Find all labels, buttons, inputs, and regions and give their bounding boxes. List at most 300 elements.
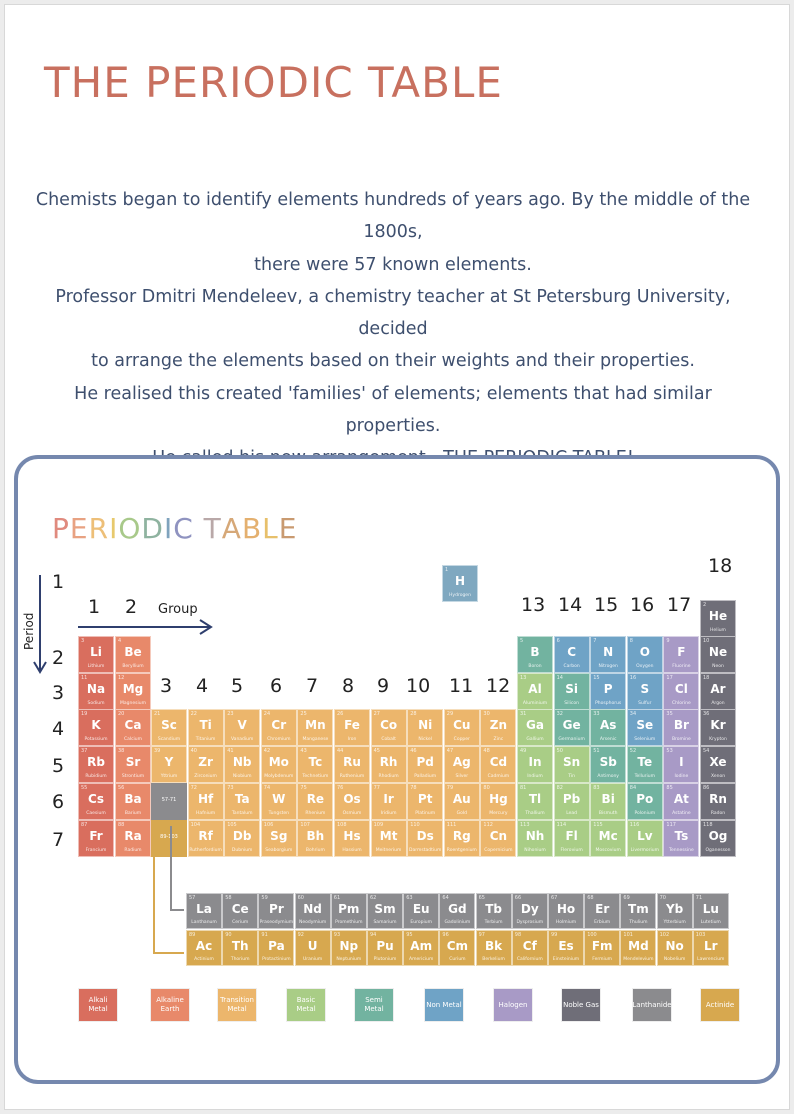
element-ba	[115, 783, 151, 820]
element-symbol: Y	[164, 755, 174, 770]
element-symbol: B	[530, 645, 540, 659]
atomic-number: 112	[483, 821, 493, 828]
element-symbol: Ac	[195, 939, 213, 953]
atomic-number: 2	[703, 602, 707, 608]
element-sm	[367, 893, 403, 929]
element-name: Americium	[409, 957, 434, 962]
element-name: Actinium	[194, 957, 214, 962]
atomic-number: 4	[118, 638, 122, 644]
atomic-number: 69	[623, 895, 630, 901]
atomic-number: 77	[373, 784, 380, 791]
element-symbol: Fe	[344, 718, 360, 733]
element-symbol: Pt	[417, 791, 433, 806]
element-name: Flerovium	[560, 847, 583, 853]
element-symbol: Fl	[565, 828, 578, 843]
element-symbol: Br	[673, 718, 689, 733]
element-name: Hassium	[342, 847, 362, 853]
element-name: Californium	[516, 957, 543, 962]
atomic-number: 6	[556, 638, 560, 644]
element-name: Curium	[449, 957, 466, 962]
atomic-number: 75	[300, 784, 307, 791]
element-symbol: V	[237, 718, 247, 733]
element-name: Silver	[455, 774, 469, 780]
element-name: Cadmium	[487, 774, 510, 780]
element-er	[584, 893, 620, 929]
element-pd	[407, 746, 443, 783]
atomic-number: 53	[666, 748, 673, 755]
element-name: Caesium	[86, 810, 106, 816]
element-symbol: Cr	[271, 718, 287, 733]
atomic-number: 47	[446, 748, 454, 755]
element-name: Tantalum	[231, 810, 253, 816]
element-symbol: Np	[339, 939, 359, 953]
group-number: 11	[449, 675, 474, 697]
period-number: 2	[52, 647, 65, 669]
element-symbol: Rh	[379, 755, 398, 770]
atomic-number: 22	[190, 711, 197, 718]
element-h	[442, 565, 478, 602]
element-rf	[188, 820, 224, 857]
element-name: Nihonium	[524, 847, 546, 853]
element-b	[517, 636, 553, 673]
element-am	[403, 930, 439, 966]
element-ag	[444, 746, 480, 783]
element-cn	[480, 820, 516, 857]
atomic-number: 102	[659, 932, 670, 938]
element-og	[700, 820, 736, 857]
element-symbol: Db	[232, 828, 252, 843]
element-p	[590, 673, 626, 710]
element-name: Fermium	[592, 957, 613, 962]
element-symbol: Ta	[234, 791, 250, 806]
atomic-number: 111	[446, 821, 457, 828]
element-name: Krypton	[709, 737, 727, 743]
element-symbol: F	[677, 645, 686, 659]
atomic-number: 65	[478, 895, 485, 901]
title-letter: B	[241, 512, 263, 545]
legend-label: Actinide	[705, 1000, 735, 1009]
legend-label: Alkali Metal	[88, 996, 108, 1013]
element-name: Tin	[568, 774, 575, 780]
element-symbol: Cn	[489, 828, 508, 843]
element-db	[224, 820, 260, 857]
element-be	[115, 636, 151, 673]
atomic-number: 13	[520, 674, 527, 681]
atomic-number: 73	[227, 784, 234, 791]
atomic-number: 72	[190, 784, 197, 791]
element-na	[78, 673, 114, 710]
element-name: Copper	[453, 737, 470, 743]
atomic-number: 117	[666, 821, 676, 828]
element-fe	[334, 709, 370, 746]
element-name: Radon	[710, 810, 726, 816]
element-rb	[78, 746, 114, 783]
atomic-number: 14	[556, 674, 563, 681]
atomic-number: 49	[520, 748, 527, 755]
element-mt	[371, 820, 407, 857]
atomic-number: 83	[593, 784, 600, 791]
element-w	[261, 783, 297, 820]
atomic-number: 5	[520, 638, 524, 644]
element-v	[224, 709, 260, 746]
element-ts	[663, 820, 699, 857]
element-lr	[693, 930, 729, 966]
atomic-number: 59	[261, 895, 268, 901]
element-ne	[700, 636, 736, 673]
legend-actinide	[700, 988, 740, 1022]
element-name: Lutetium	[700, 920, 721, 925]
element-symbol: Gd	[448, 902, 467, 916]
element-hg	[480, 783, 516, 820]
element-lu	[693, 893, 729, 929]
intro-line: there were 57 known elements.	[254, 254, 532, 275]
element-zn	[480, 709, 516, 746]
element-name: Silicon	[564, 700, 579, 706]
element-symbol: Bi	[601, 791, 615, 806]
group-number: 1	[88, 596, 101, 618]
atomic-number: 114	[556, 821, 567, 828]
element-rh	[371, 746, 407, 783]
element-symbol: Sm	[374, 902, 396, 916]
title-letter: T	[203, 512, 222, 545]
element-symbol: Nd	[303, 902, 322, 916]
element-name: Indium	[527, 774, 543, 780]
atomic-number: 3	[81, 638, 85, 644]
element-kr	[700, 709, 736, 746]
element-name: Praseodymium	[259, 920, 294, 925]
element-symbol: Pa	[268, 939, 285, 953]
element-sb	[590, 746, 626, 783]
title-letter: E	[69, 512, 89, 545]
element-symbol: Co	[380, 718, 398, 733]
atomic-number: 110	[410, 821, 420, 828]
element-dy	[512, 893, 548, 929]
atomic-number: 78	[410, 784, 417, 791]
element-name: Chlorine	[672, 700, 691, 706]
element-symbol: As	[599, 718, 617, 733]
element-symbol: At	[673, 791, 689, 806]
element-symbol: Ir	[383, 791, 394, 806]
element-pt	[407, 783, 443, 820]
element-name: Hafnium	[196, 810, 216, 816]
element-name: Copernicium	[484, 847, 513, 853]
element-name: Cerium	[232, 920, 249, 925]
legend-label: Basic Metal	[296, 996, 316, 1013]
element-name: Palladium	[414, 774, 437, 780]
element-name: Beryllium	[122, 664, 144, 669]
atomic-number: 19	[81, 711, 88, 718]
element-symbol: Pu	[376, 939, 394, 953]
legend-alkaline	[150, 988, 190, 1022]
element-name: Oganesson	[705, 847, 731, 853]
atomic-number: 50	[556, 748, 563, 755]
atomic-number: 94	[370, 932, 377, 938]
element-symbol: Ne	[708, 645, 728, 659]
element-name: Potassium	[84, 737, 108, 743]
element-al	[517, 673, 553, 710]
element-rg	[444, 820, 480, 857]
element-symbol: Hf	[197, 791, 214, 806]
element-mc	[590, 820, 626, 857]
element-sg	[261, 820, 297, 857]
legend-semi	[354, 988, 394, 1022]
atomic-number: 35	[666, 711, 673, 718]
element-name: Erbium	[594, 920, 611, 925]
atomic-number: 79	[446, 784, 454, 791]
element-cf	[512, 930, 548, 966]
element-name: Aluminium	[522, 700, 548, 706]
atomic-number: 44	[337, 748, 344, 755]
group-number: 14	[558, 594, 583, 616]
element-symbol: Os	[343, 791, 361, 806]
element-symbol: Yb	[665, 902, 684, 916]
element-at	[663, 783, 699, 820]
element-symbol: H	[454, 574, 466, 588]
element-symbol: La	[196, 902, 212, 916]
element-symbol: Ge	[562, 718, 581, 733]
element-name: Titanium	[195, 737, 216, 743]
element-name: Molybdenum	[264, 774, 294, 780]
element-symbol: Sr	[125, 755, 141, 770]
atomic-number: 64	[442, 895, 449, 901]
atomic-number: 87	[81, 821, 88, 828]
element-sr	[115, 746, 151, 783]
element-name: Darmstadtium	[409, 847, 442, 853]
element-symbol: Ts	[674, 828, 689, 843]
element-fr	[78, 820, 114, 857]
atomic-number: 1	[445, 567, 449, 573]
element-se	[627, 709, 663, 746]
group-number: 13	[521, 594, 546, 616]
atomic-number: 16	[629, 674, 637, 681]
legend-label: Semi Metal	[364, 996, 384, 1013]
element-rn	[700, 783, 736, 820]
atomic-number: 28	[410, 711, 417, 718]
element-eu	[403, 893, 439, 929]
element-mo	[261, 746, 297, 783]
element-name: Mercury	[489, 810, 508, 816]
element-name: Argon	[711, 700, 725, 706]
element-name: Zinc	[493, 737, 504, 743]
element-name: Uranium	[302, 957, 323, 962]
element-name: Platinum	[415, 810, 436, 816]
atomic-number: 118	[703, 821, 713, 828]
legend-label: Non Metal	[426, 1000, 462, 1009]
element-symbol: S	[640, 681, 650, 696]
element-symbol: K	[91, 718, 101, 733]
atomic-number: 17	[666, 674, 673, 681]
element-name: Thallium	[525, 810, 545, 816]
element-ho	[548, 893, 584, 929]
title-letter	[194, 512, 204, 545]
element-name: Rutherfordium	[189, 847, 222, 853]
element-name: Gadolinium	[444, 920, 471, 925]
element-symbol: O	[639, 645, 650, 659]
element-symbol: Pm	[338, 902, 360, 916]
element-yb	[657, 893, 693, 929]
element-gd	[439, 893, 475, 929]
atomic-number: 11	[81, 674, 88, 681]
group-number: 12	[486, 675, 511, 697]
element-he	[700, 600, 736, 637]
element-name: Terbium	[484, 920, 503, 925]
element-ge	[554, 709, 590, 746]
atomic-number: 9	[666, 638, 670, 644]
element-symbol: Ho	[556, 902, 576, 916]
element-symbol: Pr	[269, 902, 284, 916]
intro-line: to arrange the elements based on their weights and their properties.	[91, 351, 695, 372]
intro-line: Chemists began to identify elements hundreds of years ago. By the middle of the 1800s,	[35, 190, 751, 243]
group-number: 5	[231, 675, 244, 697]
element-sc	[151, 709, 187, 746]
element-name: Francium	[85, 847, 107, 853]
title-letter: I	[109, 512, 119, 545]
element-name: Carbon	[563, 664, 580, 669]
element-ca	[115, 709, 151, 746]
atomic-number: 12	[118, 674, 125, 681]
atomic-number: 62	[370, 895, 377, 901]
period-number: 1	[52, 571, 65, 593]
atomic-number: 101	[623, 932, 633, 938]
element-name: Magnesium	[120, 700, 146, 706]
element-symbol: Ni	[418, 718, 433, 733]
atomic-number: 7	[593, 638, 597, 644]
element-pu	[367, 930, 403, 966]
element-symbol: Md	[628, 939, 649, 953]
atomic-number: 33	[593, 711, 600, 718]
atomic-number: 109	[373, 821, 384, 828]
group-number: 7	[306, 675, 319, 697]
element-mn	[297, 709, 333, 746]
element-pb	[554, 783, 590, 820]
element-n	[590, 636, 626, 673]
element-symbol: Mg	[122, 681, 144, 696]
atomic-number: 107	[300, 821, 310, 828]
element-symbol: Hs	[343, 828, 361, 843]
legend-label: Halogen	[498, 1000, 528, 1009]
element-fl	[554, 820, 590, 857]
atomic-number: 61	[333, 895, 341, 901]
element-name: Calcium	[123, 737, 143, 743]
element-fm	[584, 930, 620, 966]
element-cm	[439, 930, 475, 966]
element-name: Yttrium	[160, 774, 178, 780]
element-symbol: Bh	[306, 828, 325, 843]
element-tb	[476, 893, 512, 929]
element-ac	[186, 930, 222, 966]
element-symbol: Si	[565, 681, 578, 696]
element-symbol: Sn	[563, 755, 581, 770]
group-number: 6	[270, 675, 283, 697]
title-letter: P	[52, 512, 70, 545]
group-number: 9	[377, 675, 390, 697]
element-symbol: Lv	[637, 828, 653, 843]
element-name: Thulium	[629, 920, 648, 925]
legend-label: Noble Gas	[563, 1000, 599, 1009]
element-symbol: U	[307, 939, 318, 953]
element-name: Sulfur	[638, 700, 652, 706]
element-s	[627, 673, 663, 710]
atomic-number: 57	[189, 895, 196, 901]
group-number: 3	[160, 675, 173, 697]
element-symbol: Am	[410, 939, 433, 953]
element-name: Dubnium	[231, 847, 253, 853]
element-name: Lawrencium	[697, 957, 725, 962]
atomic-number: 21	[154, 711, 161, 718]
atomic-number: 58	[225, 895, 232, 901]
element-ti	[188, 709, 224, 746]
element-symbol: Na	[86, 681, 106, 696]
element-symbol: Er	[595, 902, 610, 916]
legend-label: Lanthanide	[632, 1000, 672, 1009]
element-symbol: Mn	[305, 718, 326, 733]
element-name: Vanadium	[230, 737, 254, 743]
atomic-number: 18	[703, 674, 710, 681]
element-symbol: Pb	[562, 791, 581, 806]
legend-lanthanide	[632, 988, 672, 1022]
element-name: Samarium	[373, 920, 397, 925]
element-name: Selenium	[634, 737, 656, 743]
element-name: Manganese	[302, 737, 329, 743]
title-letter: I	[163, 512, 174, 545]
element-symbol: Ga	[526, 718, 544, 733]
atomic-number: 52	[629, 748, 637, 755]
element-name: Neon	[712, 664, 724, 669]
element-symbol: Po	[636, 791, 654, 806]
atomic-number: 23	[227, 711, 234, 718]
element-es	[548, 930, 584, 966]
element-name: Radium	[124, 847, 142, 853]
element-symbol: P	[603, 681, 613, 696]
element-symbol: Tb	[485, 902, 502, 916]
element-hs	[334, 820, 370, 857]
element-name: Lithium	[87, 664, 105, 669]
atomic-number: 46	[410, 748, 417, 755]
atomic-number: 98	[514, 932, 522, 938]
element-name: Roentgenium	[446, 847, 477, 853]
element-name: Promethium	[335, 920, 363, 925]
element-po	[627, 783, 663, 820]
period-number: 3	[52, 682, 65, 704]
element-symbol: Sc	[161, 718, 177, 733]
atomic-number: 29	[446, 711, 454, 718]
element-symbol: Dy	[520, 902, 539, 916]
title-letter: R	[88, 512, 110, 545]
period-number: 7	[52, 829, 65, 851]
element-name: Livermorium	[630, 847, 660, 853]
element-symbol: Rg	[452, 828, 471, 843]
element-mg	[115, 673, 151, 710]
atomic-number: 36	[703, 711, 710, 718]
atomic-number: 63	[406, 895, 413, 901]
element-nb	[224, 746, 260, 783]
element-name: Sodium	[87, 700, 105, 706]
element-name: Nitrogen	[598, 664, 618, 669]
atomic-number: 115	[593, 821, 603, 828]
period-number: 5	[52, 755, 65, 777]
element-name: Arsenic	[599, 737, 617, 743]
element-name: Oxygen	[636, 664, 654, 669]
group-number: 16	[630, 594, 655, 616]
element-symbol: He	[708, 609, 728, 623]
title-letter: L	[262, 512, 279, 545]
atomic-number: 82	[556, 784, 563, 791]
element-cs	[78, 783, 114, 820]
element-name: Nickel	[418, 737, 432, 743]
element-name: Iridium	[380, 810, 397, 816]
atomic-number: 88	[118, 821, 125, 828]
element-symbol: Ce	[231, 902, 249, 916]
